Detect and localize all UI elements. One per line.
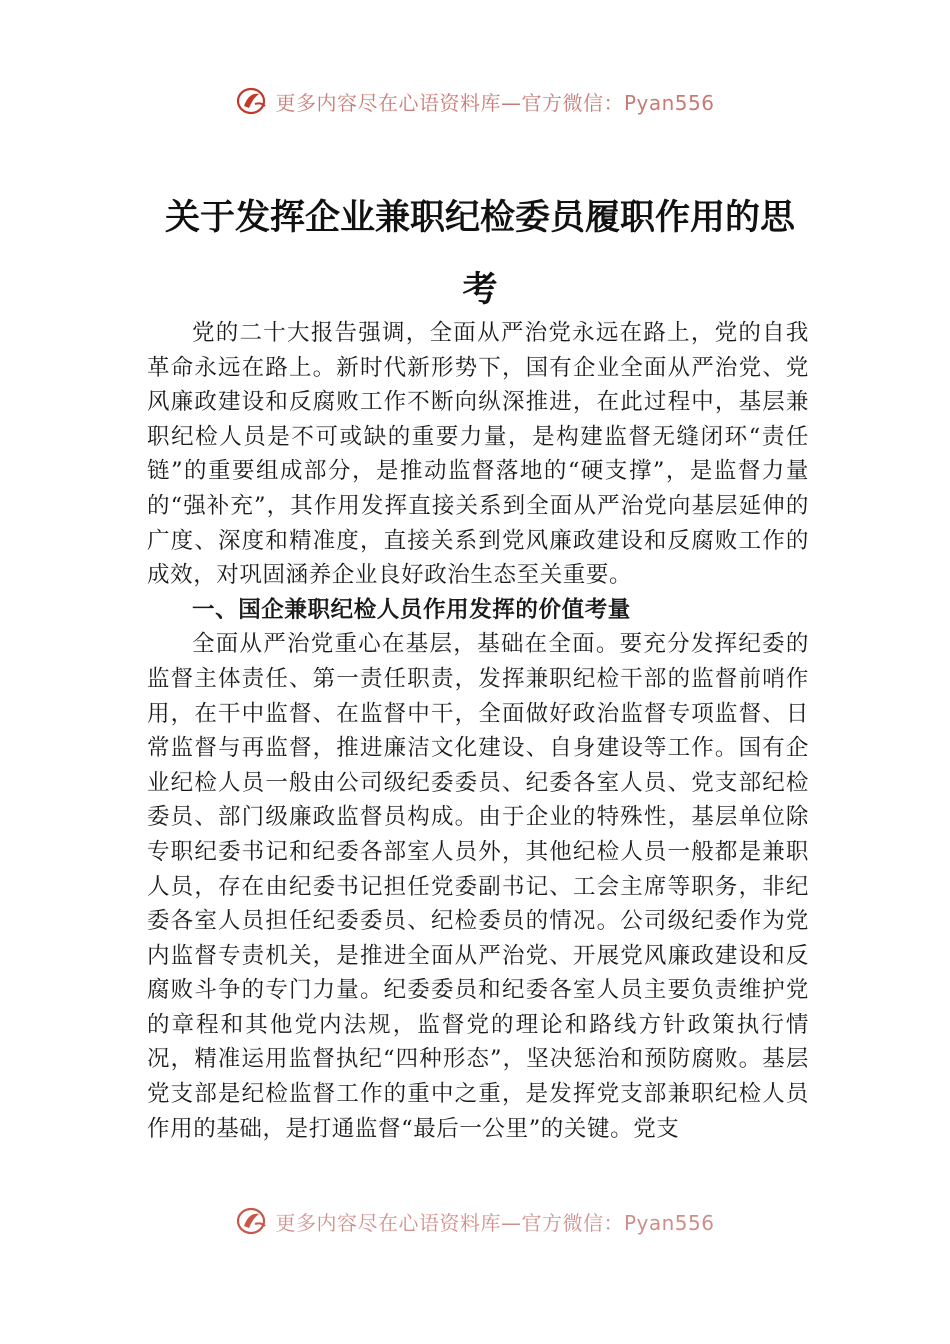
intro-paragraph: 党的二十大报告强调，全面从严治党永远在路上，党的自我革命永远在路上。新时代新形势下，国有企业全面从严治党、党风廉政建设和反腐败工作不断向纵深推进，在此过程中，基层兼职纪检人员是不可或缺的重要力量，是构建监督无缝闭环“责任链”的重要组成部分，是推动监督落地的“硬支撑”，是监督力量的“强补充”，其作用发挥直接关系到全面从严治党向基层延伸的广度、深度和精准度，直接关系到党风廉政建设和反腐败工作的成效，对巩固涵养企业良好政治生态至关重要。	[147, 320, 809, 589]
page-title: 关于发挥企业兼职纪检委员履职作用的思考	[164, 198, 795, 310]
watermark-footer	[0, 1206, 950, 1236]
watermark-header	[0, 86, 950, 116]
watermark-logo-icon	[235, 86, 269, 116]
watermark-text: 更多内容尽在心语资料库—官方微信：Pyan556	[275, 90, 715, 115]
watermark-logo-icon	[235, 1206, 269, 1236]
section-paragraph: 全面从严治党重心在基层，基础在全面。要充分发挥纪委的监督主体责任、第一责任职责，发挥兼职纪检干部的监督前哨作用，在干中监督、在监督中干，全面做好政治监督专项监督、日常监督与再监督，推进廉洁文化建设、自身建设等工作。国有企业纪检人员一般由公司级纪委委员、纪委各室人员、党支部纪检委员、部门级廉政监督员构成。由于企业的特殊性，基层单位除专职纪委书记和纪委各部室人员外，其他纪检人员一般都是兼职人员，存在由纪委书记担任党委副书记、工会主席等职务，非纪委各室人员担任纪委委员、纪检委员的情况。公司级纪委作为党内监督专责机关，是推进全面从严治党、开展党风廉政建设和反腐败斗争的专门力量。纪委委员和纪委各室人员主要负责维护党的章程和其他党内法规，监督党的理论和路线方针政策执行情况，精准运用监督执纪“四种形态”，坚决惩治和预防腐败。基层党支部是纪检监督工作的重中之重，是发挥党支部兼职纪检人员作用的基础，是打通监督“最后一公里”的关键。党支	[147, 631, 809, 1142]
document-body	[147, 316, 809, 1146]
section-heading: 一、国企兼职纪检人员作用发挥的价值考量	[192, 596, 631, 623]
watermark-text: 更多内容尽在心语资料库—官方微信：Pyan556	[275, 1210, 715, 1235]
